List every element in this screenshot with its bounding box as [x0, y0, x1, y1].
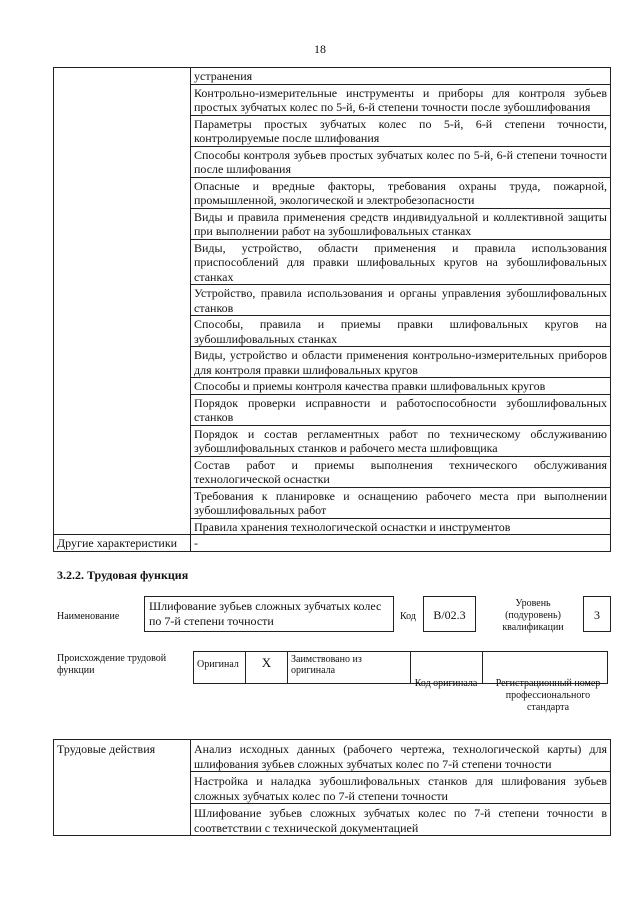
code-value-box: В/02.3 — [423, 596, 476, 632]
knowledge-item: Параметры простых зубчатых колес по 5-й, 6-й степени точности, контролируемые после шлифования — [191, 115, 611, 146]
knowledge-item: Порядок и состав регламентных работ по техническому обслуживанию зубошлифовальных станков и рабочего места шлифовщика — [191, 425, 611, 456]
knowledge-item: Виды, устройство и области применения контрольно-измерительных приборов для контроля правки шлифовальных кругов — [191, 347, 611, 378]
work-action-item: Настройка и наладка зубошлифовальных станков для шлифования зубьев сложных зубчатых колес по 7-й степени точности — [191, 772, 611, 804]
origin-label: Происхождение трудовой функции — [57, 653, 167, 676]
registration-caption: Регистрационный номер профессионального стандарта — [495, 678, 601, 713]
borrowed-label: Заимствовано из оригинала — [288, 652, 411, 684]
knowledge-item: Порядок проверки исправности и работоспособности зубошлифовальных станков — [191, 394, 611, 425]
knowledge-item: Правила хранения технологической оснастки и инструментов — [191, 518, 611, 535]
page-number: 18 — [314, 42, 326, 56]
table-row — [54, 535, 611, 552]
name-label: Наименование — [57, 611, 120, 622]
table-row — [54, 740, 611, 772]
knowledge-item: Состав работ и приемы выполнения технического обслуживания технологической оснастки — [191, 456, 611, 487]
original-mark: X — [246, 652, 288, 684]
knowledge-table — [53, 67, 611, 552]
name-value-box: Шлифование зубьев сложных зубчатых колес по 7-й степени точности — [144, 596, 394, 632]
knowledge-item: Требования к планировке и оснащению рабочего места при выполнении зубошлифовальных работ — [191, 487, 611, 518]
section-heading: 3.2.2. Трудовая функция — [57, 568, 189, 582]
work-action-item: Анализ исходных данных (рабочего чертежа, технологической карты) для шлифования зубьев сложных зубчатых колес по 7-й степени точности — [191, 740, 611, 772]
knowledge-item: Виды и правила применения средств индивидуальной и коллективной защиты при выполнении работ на зубошлифовальных станках — [191, 208, 611, 239]
other-characteristics-value: - — [191, 535, 611, 552]
other-characteristics-label: Другие характеристики — [54, 535, 191, 552]
level-value-box: 3 — [583, 596, 611, 632]
knowledge-item: Виды, устройство, области применения и правила использования приспособлений для правки шлифовальных кругов на зубошлифовальных станках — [191, 239, 611, 285]
work-action-item: Шлифование зубьев сложных зубчатых колес по 7-й степени точности в соответствии с технической документацией — [191, 804, 611, 836]
work-actions-label: Трудовые действия — [54, 740, 191, 836]
code-label: Код — [400, 611, 416, 622]
knowledge-item: Устройство, правила использования и органы управления зубошлифовальных станков — [191, 285, 611, 316]
knowledge-item: Способы и приемы контроля качества правки шлифовальных кругов — [191, 378, 611, 395]
knowledge-item: Способы контроля зубьев простых зубчатых колес по 5-й, 6-й степени точности после шлифования — [191, 146, 611, 177]
table-row — [54, 68, 611, 85]
original-label: Оригинал — [194, 652, 246, 684]
knowledge-item: Контрольно-измерительные инструменты и приборы для контроля зубьев простых зубчатых колес по 5-й, 6-й степени точности после зубошлифования — [191, 84, 611, 115]
knowledge-label-cell — [54, 68, 191, 535]
work-actions-table — [53, 739, 611, 836]
code-original-caption: Код оригинала — [414, 678, 478, 689]
knowledge-item: Способы, правила и приемы правки шлифовальных кругов на зубошлифовальных станках — [191, 316, 611, 347]
knowledge-item: Опасные и вредные факторы, требования охраны труда, пожарной, промышленной, экологической и электробезопасности — [191, 177, 611, 208]
level-label: Уровень (подуровень) квалификации — [502, 598, 564, 633]
knowledge-item: устранения — [191, 68, 611, 85]
